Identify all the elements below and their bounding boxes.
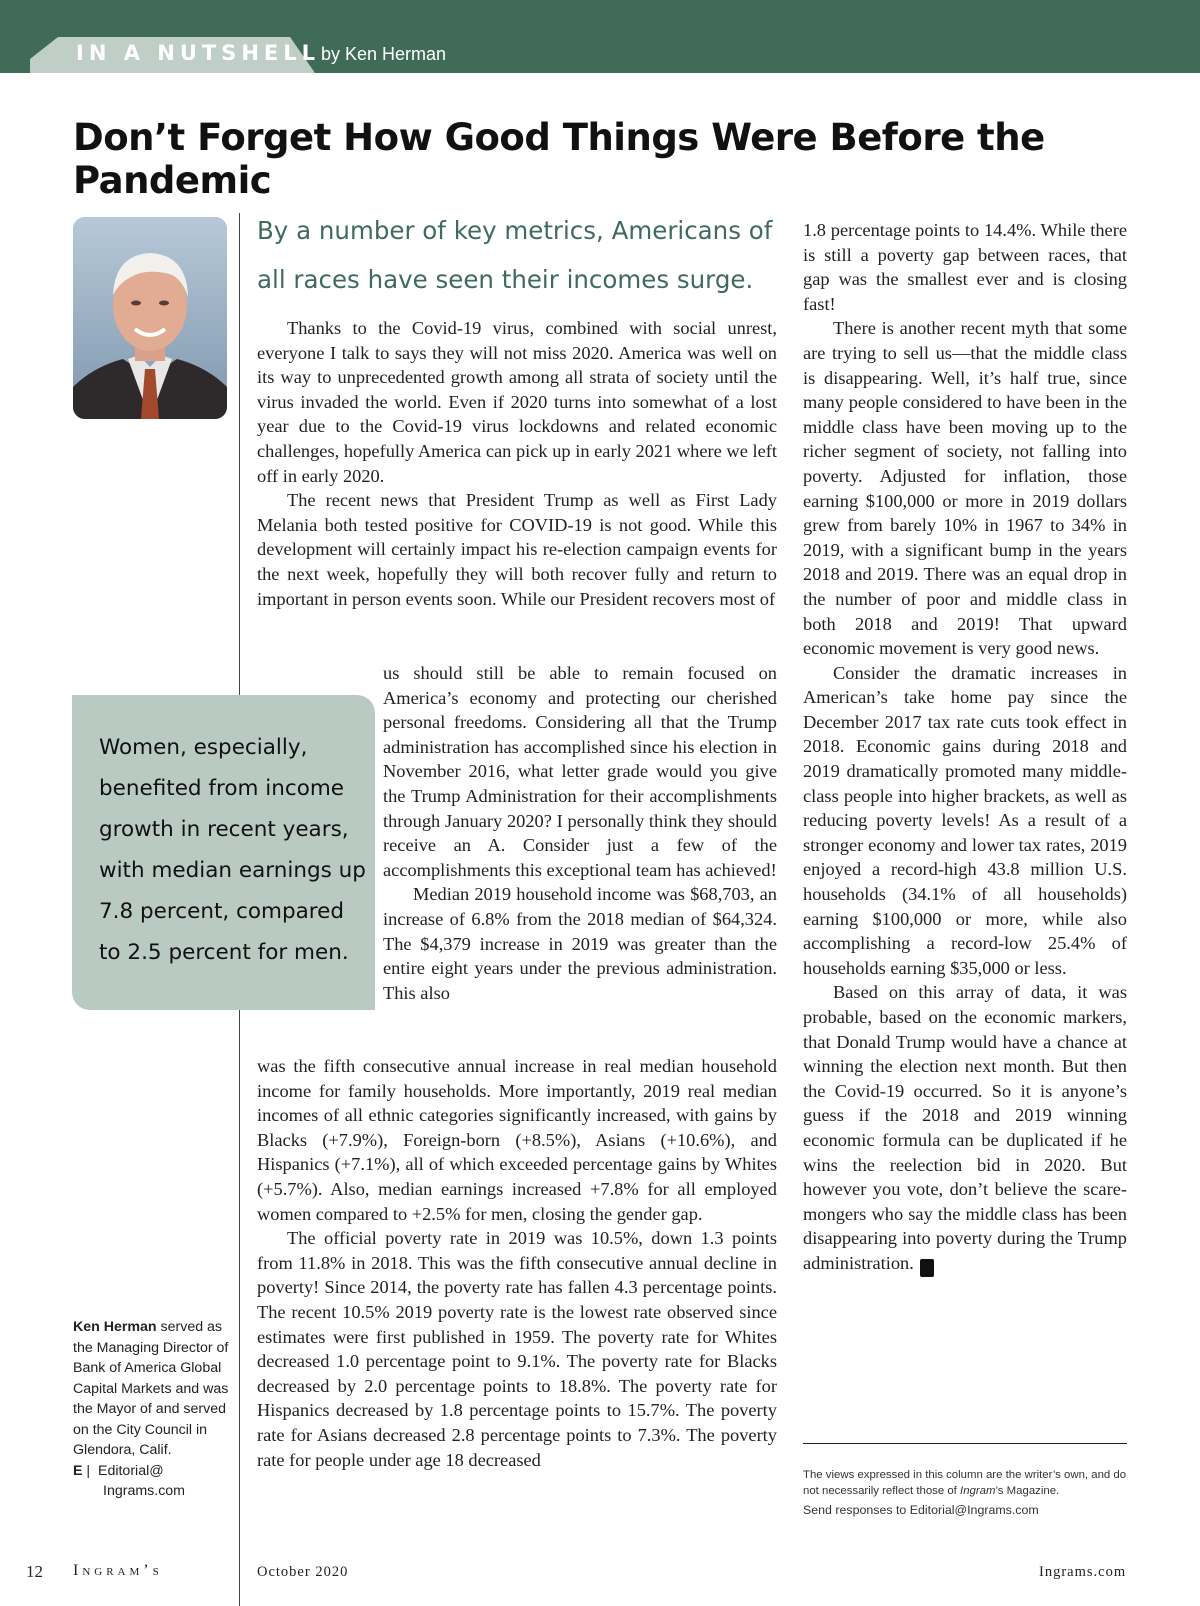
author-portrait-illustration <box>73 217 227 419</box>
paragraph: 1.8 percentage points to 14.4%. While there is still a poverty gap between races, that gap was the smallest ever and is closing fast! <box>803 220 1127 314</box>
byline: by Ken Herman <box>321 44 447 64</box>
disclaimer-part1: The views expressed in this column are the writer’s own, and do not necessarily reflect those of <box>803 1469 1127 1497</box>
author-photo <box>73 217 227 419</box>
body-column-left-bottom <box>257 1054 777 1472</box>
paragraph: There is another recent myth that some are trying to sell us—that the middle class is disappearing. Well, it’s half true, since many people considered to have been in the middle class have been moving up to the richer segment of society, not falling into poverty. Adjusted for inflation, those earning $100,000 or more in 2019 dollars grew from barely 10% in 1967 to 34% in 2019, with a significant bump in the years 2018 and 2019. There was an equal drop in the number of poor and middle class in both 2018 and 2019! That upward economic movement is very good news. <box>803 318 1127 659</box>
paragraph: Median 2019 household income was $68,703, an increase of 6.8% from the 2018 median of $64,324. The $4,379 increase in 2019 was greater than the entire eight years under the previous administration. This also <box>383 884 777 1003</box>
footer-website[interactable]: Ingrams.com <box>1039 1564 1127 1580</box>
disclaimer <box>803 1467 1133 1499</box>
magazine-name: Ingram <box>960 1485 996 1497</box>
article-deck: By a number of key metrics, Americans of all races have seen their incomes surge. <box>257 216 773 294</box>
email-link-line1[interactable]: Editorial@ <box>97 1462 164 1479</box>
body-column-left-wrap <box>383 661 777 1005</box>
disclaimer-part2: ’s Magazine. <box>995 1485 1060 1497</box>
bio-text <box>73 1317 233 1461</box>
email-label: E <box>73 1462 83 1479</box>
footer-date: October 2020 <box>257 1564 349 1580</box>
paragraph: us should still be able to remain focused on America’s economy and protecting our cherished personal freedoms. Considering all that the Trump administration has accomplished since his election in November 2016, what letter grade would you give the Trump Administration for their accomplishments through January 2020? I personally think they should receive an A. Consider just a few of the accomplishments this exceptional team has achieved! <box>383 663 777 880</box>
disclaimer-rule <box>803 1443 1127 1444</box>
paragraph: Thanks to the Covid-19 virus, combined with social unrest, everyone I talk to says they will not miss 2020. America was well on its way to unprecedented growth among all strata of society until the virus invaded the world. Even if 2020 turns into somewhat of a lost year due to the Covid-19 virus lockdowns and related economic challenges, hopefully America can pick up in early 2021 where we left off in early 2020. <box>257 318 777 486</box>
bio-email: E | Editorial@ Ingrams.com <box>73 1462 185 1499</box>
end-mark-icon: I <box>920 1259 934 1277</box>
paragraph: Consider the dramatic increases in American’s take home pay since the December 2017 tax rate cuts took effect in 2018. Economic gains during 2018 and 2019 dramatically promoted many middle-class people into higher brackets, as well as reducing poverty levels! As a result of a stronger economy and lower tax rates, 2019 enjoyed a record-high 43.8 million U.S. households (34.1% of all households) earning $100,000 or more, while also accomplishing a record-low 25.4% of households earning $35,000 or less. <box>803 662 1127 978</box>
author-bio <box>73 1317 233 1502</box>
article-title: Don’t Forget How Good Things Were Before the Pandemic <box>73 116 1045 202</box>
callout-quote: Women, especially, benefited from income growth in recent years, with median earnings up 7.8 percent, compared to 2.5 percent for men. <box>99 735 366 965</box>
email-link-line2[interactable]: Ingrams.com <box>103 1483 185 1499</box>
page-number: 12 <box>26 1562 43 1581</box>
paragraph-text: Based on this array of data, it was probable, based on the economic markers, that Donald Trump would have a chance at winning the election next month. But then the Covid-19 occurred. So it is anyone’s guess if the 2018 and 2019 winning economic formula can be duplicated if he wins the reelection bid in 2020. But however you vote, don’t believe the scare-mongers who say the middle class has been disappearing into poverty during the Trump administration. <box>803 982 1127 1273</box>
section-label: IN A NUTSHELL <box>76 41 321 65</box>
paragraph: The recent news that President Trump as well as First Lady Melania both tested positive for COVID-19 is not good. While this development will certainly impact his re-election campaign events for the next week, hopefully they will both recover fully and return to important in person events soon. While our President recovers most of <box>257 490 777 609</box>
bio-name: Ken Herman <box>73 1319 157 1335</box>
bio-description: served as the Managing Director of Bank of America Global Capital Markets and was the Mayor of and served on the City Council in Glendora, Calif. <box>73 1319 229 1458</box>
body-column-left-top <box>257 316 777 611</box>
paragraph-final <box>803 980 1127 1277</box>
paragraph: The official poverty rate in 2019 was 10.5%, down 1.3 points from 11.8% in 2018. This was the fifth consecutive annual decline in poverty! Since 2014, the poverty rate has fallen 4.3 percentage points. The recent 10.5% 2019 poverty rate is the lowest rate observed since estimates were first published in 1959. The poverty rate for Whites decreased 1.0 percentage point to 9.1%. The poverty rate for Blacks decreased by 2.0 percentage points to 18.8%. The poverty rate for Hispanics decreased by 1.8 percentage points to 15.7%. The poverty rate for Asians decreased 2.8 percentage points to 7.3%. The poverty rate for people under age 18 decreased <box>257 1228 777 1470</box>
send-responses[interactable]: Send responses to Editorial@Ingrams.com <box>803 1503 1039 1517</box>
body-column-right <box>803 218 1127 1277</box>
paragraph: was the fifth consecutive annual increase in real median household income for family households. More importantly, 2019 real median incomes of all ethnic categories significantly increased, with gains by Blacks (+7.9%), Foreign-born (+8.5%), Asians (+10.6%), and Hispanics (+7.1%), all of which exceeded percentage gains by Whites (+5.7%). Also, median earnings increased +7.8% for all employed women compared to +2.5% for men, closing the gender gap. <box>257 1056 777 1224</box>
footer-magazine: Ingram’s <box>73 1562 163 1579</box>
